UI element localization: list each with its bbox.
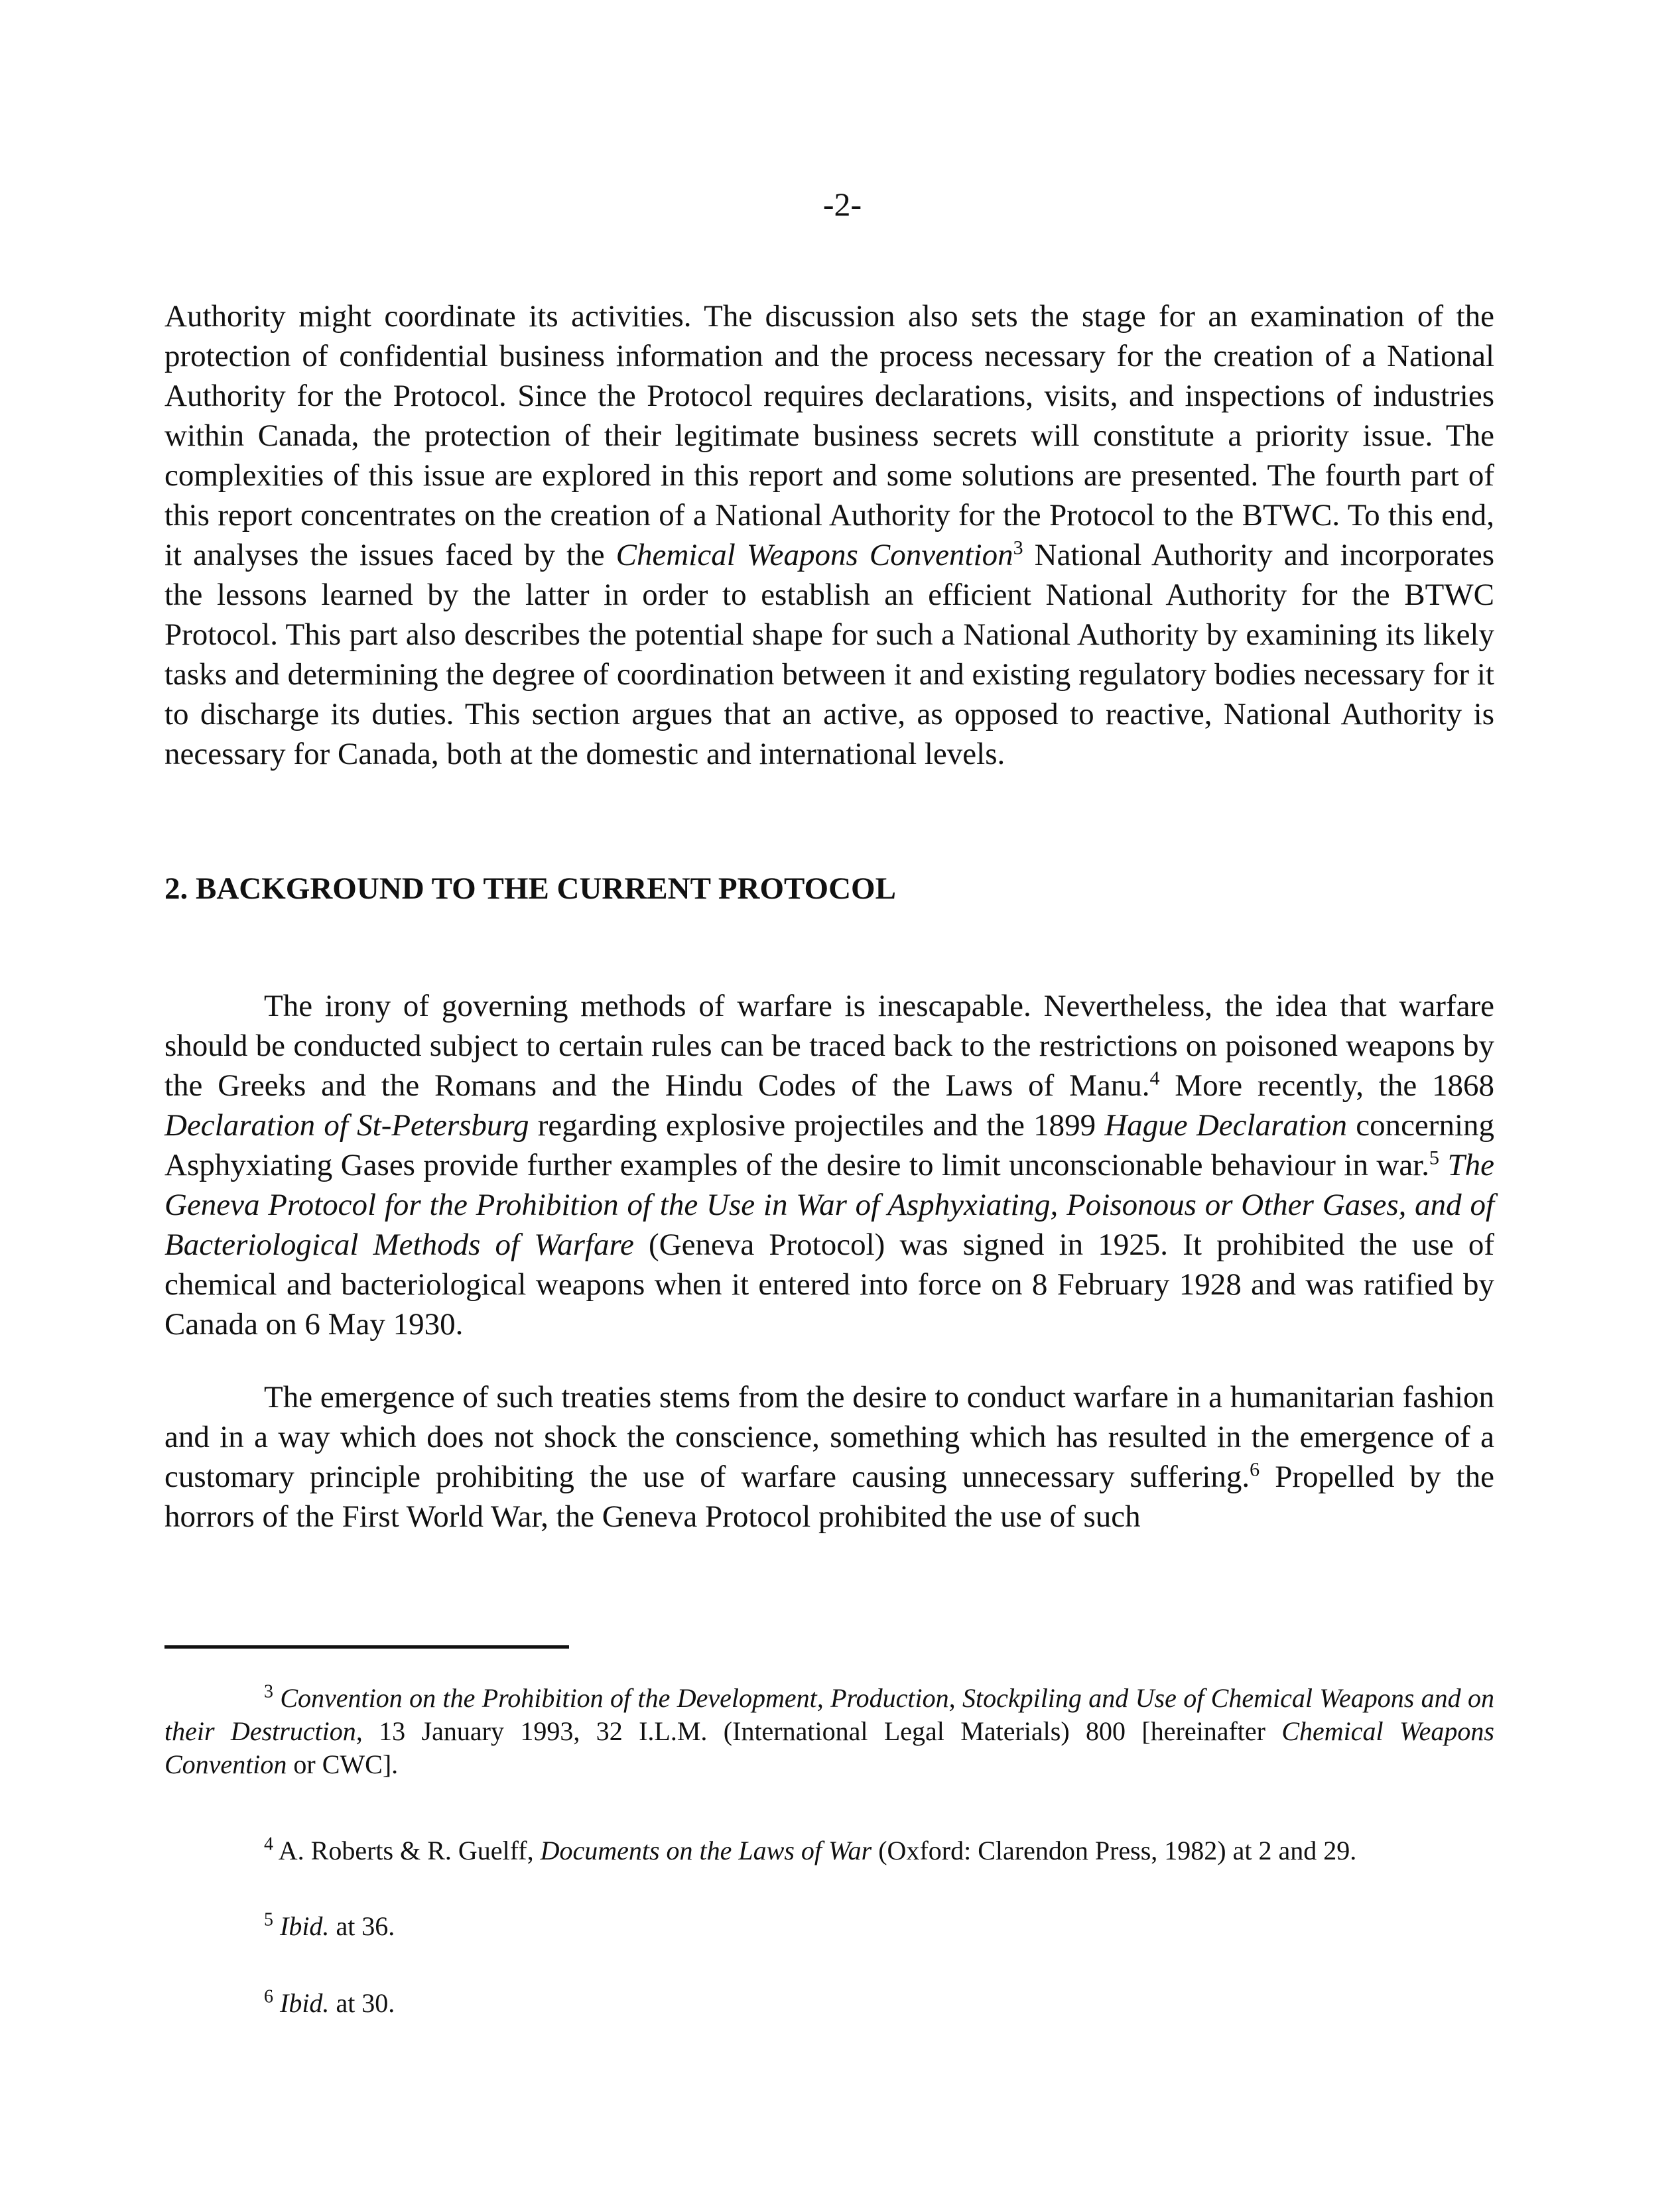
paragraph-text: The emergence of such treaties stems from the desire to conduct warfare in a humanitarian fashion and in a way which does not shock the conscience, something which has resulted in the emergence of a customary principle prohibiting the use of warfare causing unnecessary suffering. xyxy=(164,1380,1494,1494)
hague-title: Hague Declaration xyxy=(1104,1108,1347,1143)
footnote-ref-3: 3 xyxy=(1013,536,1023,559)
footnote-5 xyxy=(264,1910,1494,1943)
footnote-text: at 36. xyxy=(329,1911,395,1941)
footnote-number: 5 xyxy=(264,1909,273,1930)
footnote-3 xyxy=(164,1682,1494,1781)
section-heading: 2. BACKGROUND TO THE CURRENT PROTOCOL xyxy=(164,871,896,906)
intro-text: Authority might coordinate its activities. The discussion also sets the stage for an examination of the protection of confidential business information and the process necessary for the creation of a National Authority for the Protocol. Since the Protocol requires declarations, visits, and inspections of industries within Canada, the protection of their legitimate business secrets will constitute a priority issue. The complexities of this issue are explored in this report and some solutions are presented. The fourth part of this report concentrates on the creation of a National Authority for the Protocol to the BTWC. To this end, it analyses the issues faced by the xyxy=(164,299,1494,572)
geneva-protocol-title: The Geneva Protocol for the Prohibition of the Use in War of Asphyxiating, Poisonous or Other Gases, and of Bacteriological Methods of Warfare xyxy=(164,1148,1494,1262)
paragraph-text: regarding explosive projectiles and the 1899 xyxy=(529,1108,1105,1143)
footnote-ref-5: 5 xyxy=(1429,1147,1440,1169)
footnote-ibid: Ibid. xyxy=(280,1911,330,1941)
footnote-text: A. Roberts & R. Guelff, xyxy=(273,1836,541,1865)
footnote-short-title: Chemical Weapons Convention xyxy=(164,1716,1494,1779)
footnote-text: or CWC]. xyxy=(287,1749,399,1779)
paragraph-text: concerning Asphyxiating Gases provide further examples of the desire to limit unconscionable behaviour in war. xyxy=(164,1108,1495,1182)
paragraph-text: The irony of governing methods of warfare is inescapable. Nevertheless, the idea that warfare should be conducted subject to certain rules can be traced back to the restrictions on poisoned weapons by the Greeks and the Romans and the Hindu Codes of the Laws of Manu. xyxy=(164,989,1494,1103)
footnote-6 xyxy=(264,1987,1494,2020)
footnote-title: Convention on the Prohibition of the Development, Production, Stockpiling and Use of Chemical Weapons and on their Destruction, xyxy=(164,1683,1494,1746)
footnote-4 xyxy=(264,1834,1494,1867)
footnote-ref-6: 6 xyxy=(1250,1458,1260,1481)
paragraph-text: Propelled by the horrors of the First World War, the Geneva Protocol prohibited the use of such xyxy=(164,1460,1494,1534)
paragraph-text: More recently, the 1868 xyxy=(1159,1068,1494,1103)
footnote-divider xyxy=(164,1645,569,1649)
background-paragraph-1 xyxy=(164,986,1494,1344)
intro-paragraph xyxy=(164,296,1494,774)
background-paragraph-2 xyxy=(164,1377,1494,1537)
paragraph-text xyxy=(1439,1148,1447,1182)
footnote-ref-4: 4 xyxy=(1149,1067,1160,1090)
footnote-number: 3 xyxy=(264,1681,273,1702)
footnote-text: at 30. xyxy=(329,1988,395,2018)
paragraph-text: (Geneva Protocol) was signed in 1925. It prohibited the use of chemical and bacteriological weapons when it entered into force on 8 February 1928 and was ratified by Canada on 6 May 1930. xyxy=(164,1228,1494,1342)
st-petersburg-title: Declaration of St-Petersburg xyxy=(164,1108,529,1143)
page-number: -2- xyxy=(822,186,862,223)
footnote-text: 13 January 1993, 32 I.L.M. (International Legal Materials) 800 [hereinafter xyxy=(362,1716,1282,1746)
intro-text-continued: National Authority and incorporates the lessons learned by the latter in order to establish an efficient National Authority for the BTWC Protocol. This part also describes the potential shape for such a National Authority by examining its likely tasks and determining the degree of coordination between it and existing regulatory bodies necessary for it to discharge its duties. This section argues that an active, as opposed to reactive, National Authority is necessary for Canada, both at the domestic and international levels. xyxy=(164,538,1494,771)
footnote-title: Documents on the Laws of War xyxy=(540,1836,872,1865)
footnote-number: 6 xyxy=(264,1986,273,2007)
footnote-text: (Oxford: Clarendon Press, 1982) at 2 and 29. xyxy=(872,1836,1357,1865)
footnote-number: 4 xyxy=(264,1834,273,1855)
footnote-ibid: Ibid. xyxy=(280,1988,330,2018)
cwc-title: Chemical Weapons Convention xyxy=(615,538,1013,572)
